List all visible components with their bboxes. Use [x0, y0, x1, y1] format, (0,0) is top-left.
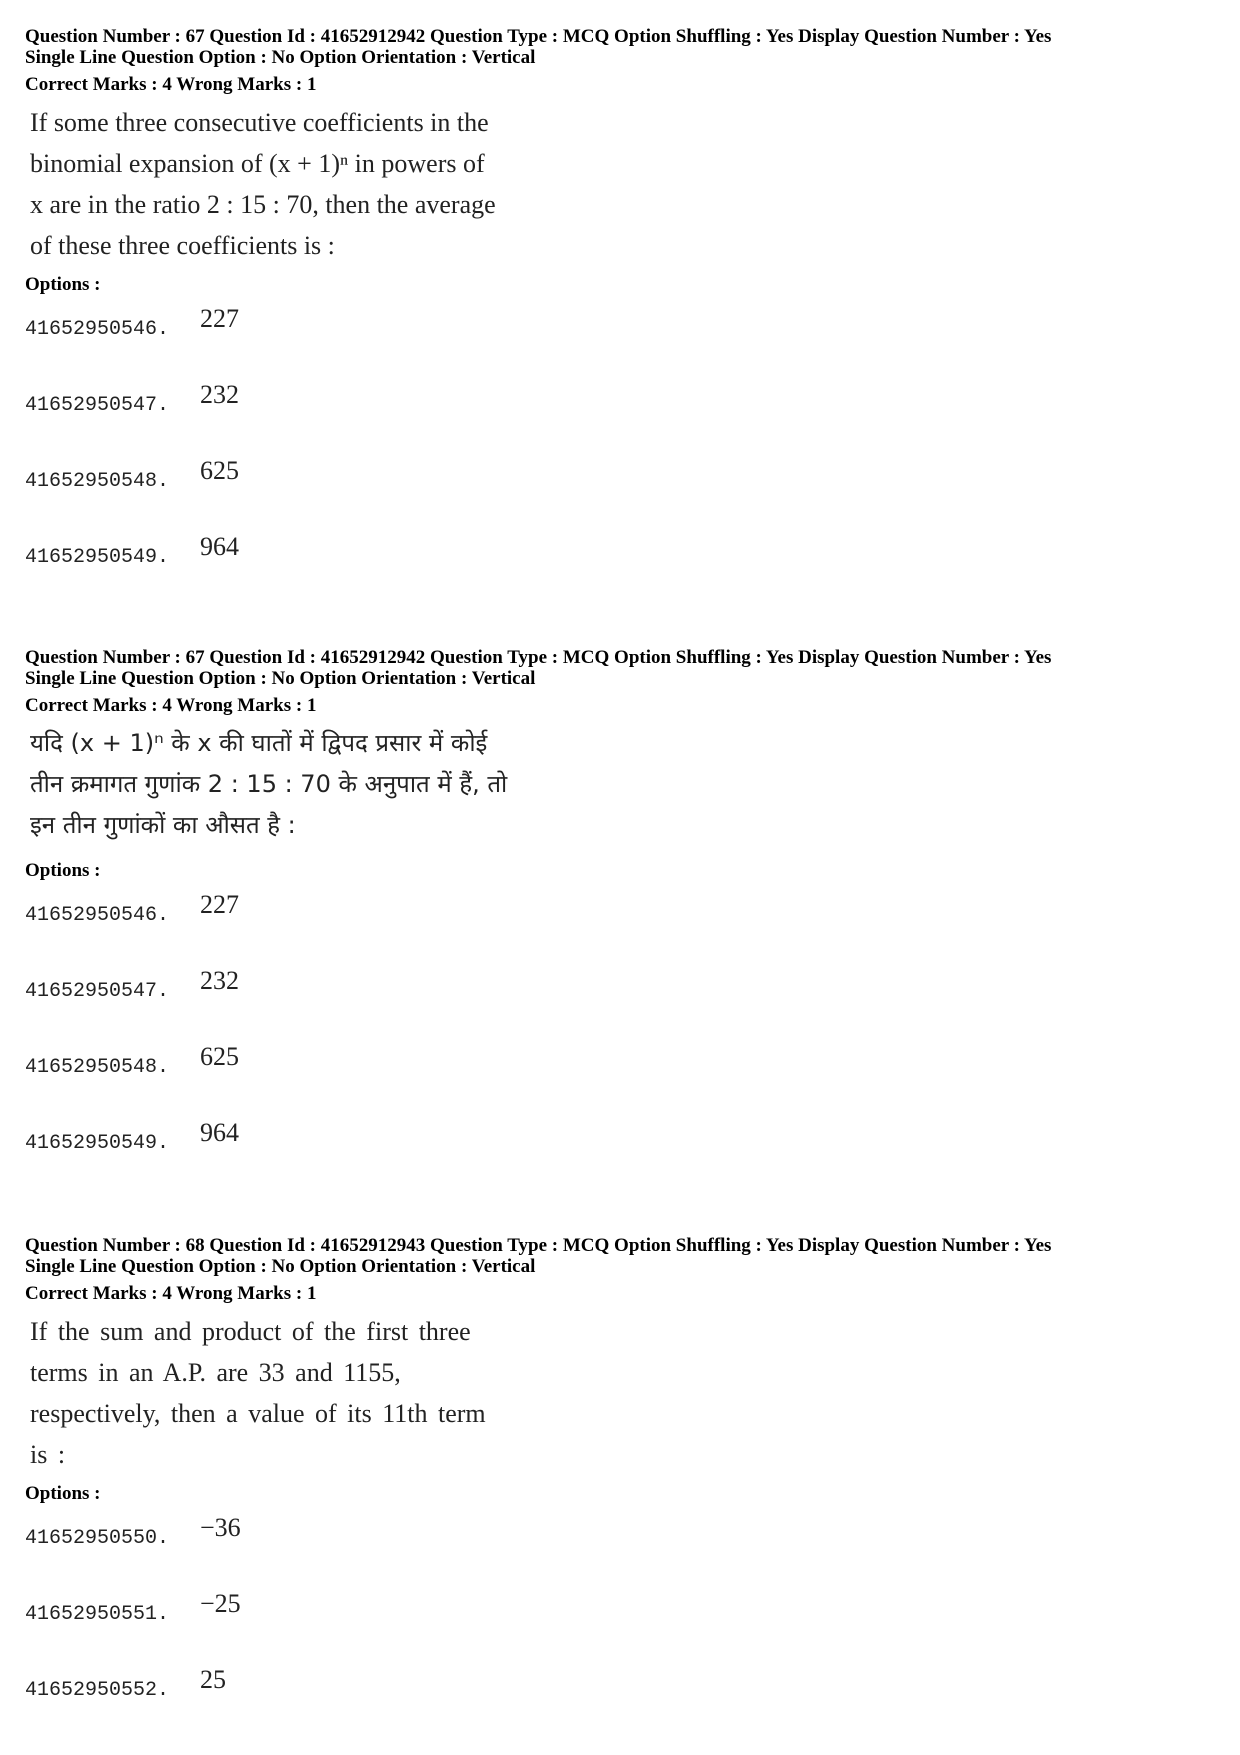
option-id: 41652950548. [25, 470, 170, 493]
question-block-67-english [25, 26, 1215, 608]
option-item[interactable] [25, 456, 1215, 532]
option-id: 41652950547. [25, 394, 170, 417]
options-list [25, 1513, 1215, 1741]
question-text [25, 723, 1215, 846]
options-list [25, 890, 1215, 1194]
question-meta-line-1: Question Number : 68 Question Id : 41652912943 Question Type : MCQ Option Shuffling : Yes Display Question Number : Yes [25, 1235, 1052, 1256]
question-meta-line-2: Single Line Question Option : No Option Orientation : Vertical [25, 1256, 536, 1277]
question-meta-line-2: Single Line Question Option : No Option Orientation : Vertical [25, 47, 536, 68]
options-label: Options : [25, 860, 101, 881]
question-text-line: binomial expansion of (x + 1)ⁿ in powers of [30, 149, 485, 178]
question-meta-line-2: Single Line Question Option : No Option Orientation : Vertical [25, 668, 536, 689]
option-value: 232 [200, 966, 239, 995]
question-text-line: terms in an A.P. are 33 and 1155, [30, 1358, 401, 1387]
option-value: 227 [200, 304, 239, 333]
question-block-68-english [25, 1235, 1215, 1741]
question-text-line: इन तीन गुणांकों का औसत है : [30, 811, 296, 839]
option-item[interactable] [25, 966, 1215, 1042]
question-marks: Correct Marks : 4 Wrong Marks : 1 [25, 74, 317, 95]
option-value: 25 [200, 1665, 226, 1694]
option-id: 41652950546. [25, 318, 170, 341]
question-text-line: of these three coefficients is : [30, 231, 335, 260]
question-meta-line-1: Question Number : 67 Question Id : 41652912942 Question Type : MCQ Option Shuffling : Yes Display Question Number : Yes [25, 26, 1052, 47]
options-label: Options : [25, 274, 101, 295]
options-label: Options : [25, 1483, 101, 1504]
option-id: 41652950546. [25, 904, 170, 927]
option-item[interactable] [25, 1042, 1215, 1118]
option-id: 41652950551. [25, 1603, 170, 1626]
option-id: 41652950547. [25, 980, 170, 1003]
question-text-line: is : [30, 1440, 66, 1469]
option-item[interactable] [25, 1118, 1215, 1194]
question-marks: Correct Marks : 4 Wrong Marks : 1 [25, 695, 317, 716]
options-list [25, 304, 1215, 608]
option-value: 625 [200, 1042, 239, 1071]
question-text [25, 1311, 535, 1475]
option-item[interactable] [25, 532, 1215, 608]
question-text-line: If some three consecutive coefficients in the [30, 108, 489, 137]
option-id: 41652950549. [25, 546, 170, 569]
option-value: 625 [200, 456, 239, 485]
option-id: 41652950548. [25, 1056, 170, 1079]
question-text-line: तीन क्रमागत गुणांक 2 : 15 : 70 के अनुपात में हैं, तो [30, 770, 508, 798]
option-item[interactable] [25, 890, 1215, 966]
option-item[interactable] [25, 304, 1215, 380]
question-marks: Correct Marks : 4 Wrong Marks : 1 [25, 1283, 317, 1304]
option-value: 964 [200, 532, 239, 561]
option-id: 41652950552. [25, 1679, 170, 1702]
question-text-line: If the sum and product of the first three [30, 1317, 471, 1346]
option-value: 232 [200, 380, 239, 409]
question-meta [25, 647, 1215, 689]
option-item[interactable] [25, 1513, 1215, 1589]
option-item[interactable] [25, 1589, 1215, 1665]
question-meta [25, 1235, 1215, 1277]
question-text-line: x are in the ratio 2 : 15 : 70, then the average [30, 190, 496, 219]
option-id: 41652950550. [25, 1527, 170, 1550]
option-value: 964 [200, 1118, 239, 1147]
question-meta [25, 26, 1215, 68]
question-block-67-hindi [25, 647, 1215, 1194]
question-text-line: respectively, then a value of its 11th term [30, 1399, 486, 1428]
option-value: −25 [200, 1589, 241, 1618]
question-meta-line-1: Question Number : 67 Question Id : 41652912942 Question Type : MCQ Option Shuffling : Yes Display Question Number : Yes [25, 647, 1052, 668]
option-value: −36 [200, 1513, 241, 1542]
option-value: 227 [200, 890, 239, 919]
option-item[interactable] [25, 1665, 1215, 1741]
option-id: 41652950549. [25, 1132, 170, 1155]
question-text-line: यदि (x + 1)ⁿ के x की घातों में द्विपद प्रसार में कोई [30, 729, 488, 757]
option-item[interactable] [25, 380, 1215, 456]
question-text [25, 102, 1215, 266]
